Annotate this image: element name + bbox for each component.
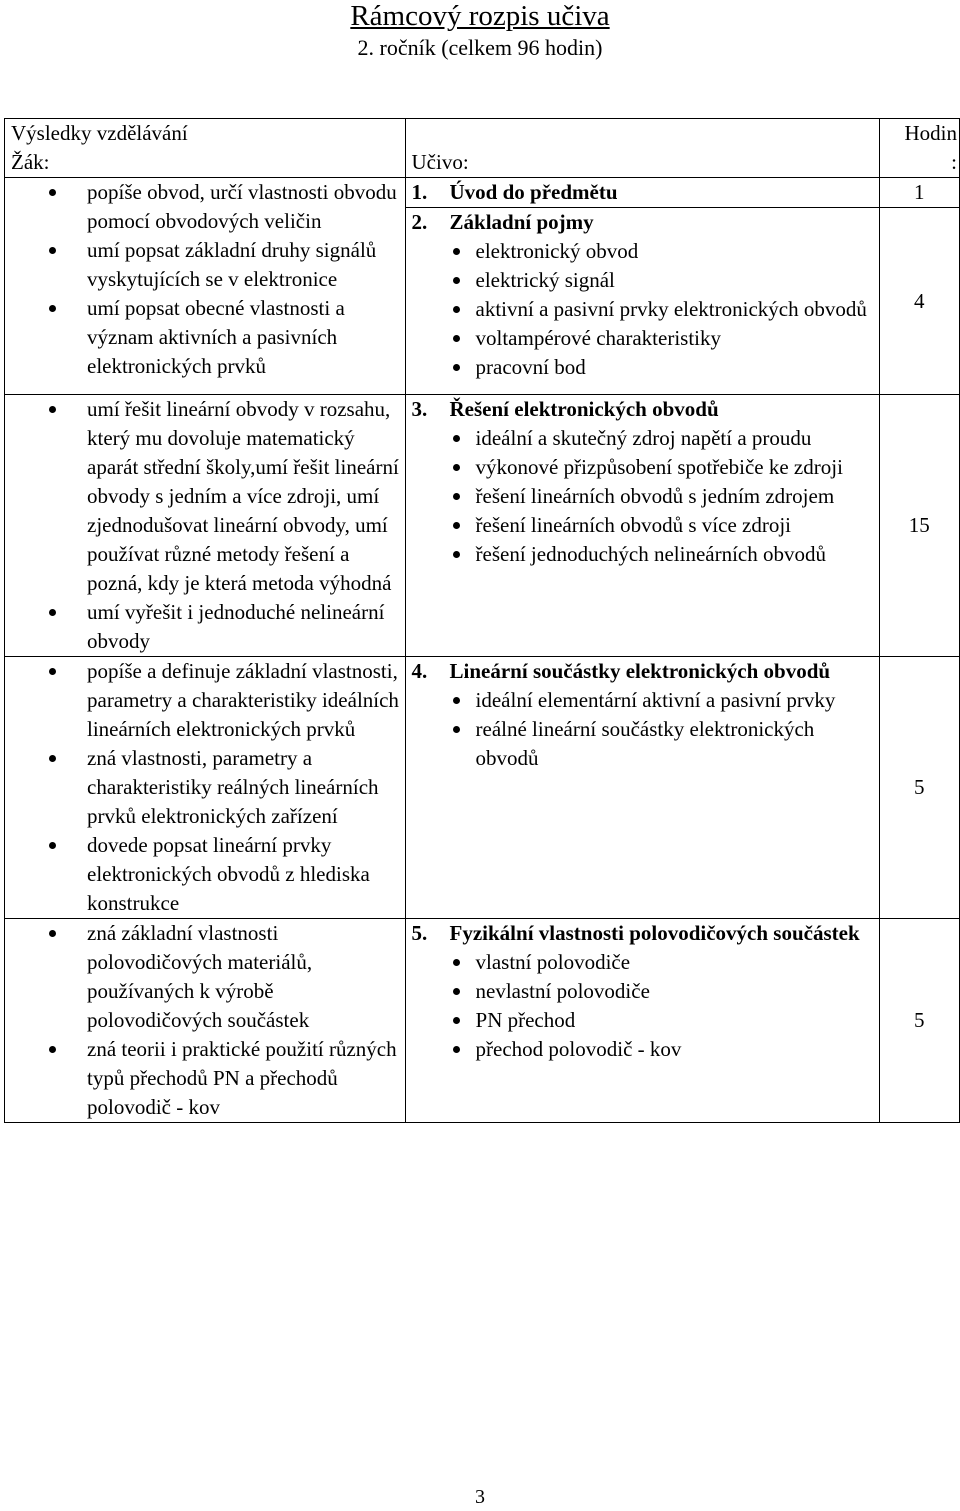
table-row [5,919,960,1123]
list-item: zná základní vlastnosti polovodičových materiálů, používaných k výrobě polovodičových součástek [11,919,401,1035]
list-item: elektronický obvod [412,237,875,266]
header-hodin: Hodin [904,121,957,145]
ucivo-list [412,424,875,569]
section-number: 5. [411,921,428,945]
header-zak: Žák: [11,150,50,174]
table-row [5,657,960,919]
page-number: 3 [475,1486,485,1508]
list-item: ideální a skutečný zdroj napětí a proudu [412,424,875,453]
section-heading [412,178,875,207]
section-heading [412,208,875,237]
section-title: Úvod do předmětu [449,180,618,204]
section-number: 2. [411,210,428,234]
list-item: řešení lineárních obvodů s více zdroji [412,511,875,540]
vysledky-list [11,395,401,656]
ucivo-list [412,237,875,382]
section-number: 1. [411,180,428,204]
section-heading [412,395,875,424]
section-title: Řešení elektronických obvodů [449,397,719,421]
list-item: umí popsat obecné vlastnosti a význam aktivních a pasivních elektronických prvků [11,294,401,381]
list-item: umí popsat základní druhy signálů vyskytujících se v elektronice [11,236,401,294]
ucivo-cell [405,395,879,657]
section-heading [412,657,875,686]
list-item: aktivní a pasivní prvky elektronických obvodů [412,295,875,324]
list-item: PN přechod [412,1006,875,1035]
vysledky-list [11,178,401,381]
header-hodin-colon: : [951,150,957,174]
list-item: přechod polovodič - kov [412,1035,875,1064]
vysledky-cell [5,919,406,1123]
section-number: 4. [411,659,428,683]
section-title: Základní pojmy [449,210,594,234]
list-item: dovede popsat lineární prvky elektronických obvodů z hlediska konstrukce [11,831,401,918]
header-vysledky: Výsledky vzdělávání [11,121,188,145]
table-row [5,178,960,208]
list-item: elektrický signál [412,266,875,295]
list-item: reálné lineární součástky elektronických obvodů [412,715,875,773]
vysledky-list [11,919,401,1122]
hours-cell [879,395,959,657]
page-subtitle: 2. ročník (celkem 96 hodin) [357,35,603,60]
vysledky-cell [5,395,406,657]
header-hodin-cell [879,119,959,178]
header-ucivo: Učivo: [411,150,469,174]
list-item: pracovní bod [412,353,875,382]
header-vysledky-cell [5,119,406,178]
vysledky-list [11,657,401,918]
vysledky-cell [5,178,406,395]
hours-cell [879,178,959,208]
list-item: nevlastní polovodiče [412,977,875,1006]
list-item: řešení lineárních obvodů s jedním zdrojem [412,482,875,511]
table-row [5,395,960,657]
hours-value: 1 [914,180,925,204]
table-header-row [5,119,960,178]
list-item: umí řešit lineární obvody v rozsahu, který mu dovoluje matematický aparát střední školy,umí řešit lineární obvody s jedním a více zdroji, umí zjednodušovat lineární obvody, umí používat různé metody řešení a pozná, kdy je která metoda výhodná [11,395,401,598]
hours-value: 15 [908,513,930,537]
list-item: popíše obvod, určí vlastnosti obvodu pomocí obvodových veličin [11,178,401,236]
header-ucivo-cell [405,119,879,178]
list-item: řešení jednoduchých nelineárních obvodů [412,540,875,569]
curriculum-table [4,118,960,1123]
list-item: popíše a definuje základní vlastnosti, parametry a charakteristiky ideálních lineárních elektronických prvků [11,657,401,744]
ucivo-cell [405,919,879,1123]
list-item: zná vlastnosti, parametry a charakteristiky reálných lineárních prvků elektronických zařízení [11,744,401,831]
hours-cell [879,657,959,919]
hours-value: 4 [914,288,925,313]
section-title: Lineární součástky elektronických obvodů [449,659,831,683]
ucivo-list [412,686,875,773]
vysledky-cell [5,657,406,919]
list-item: vlastní polovodiče [412,948,875,977]
list-item: ideální elementární aktivní a pasivní prvky [412,686,875,715]
ucivo-cell [405,657,879,919]
hours-value: 5 [914,1008,925,1032]
ucivo-cell [405,208,879,395]
list-item: voltampérové charakteristiky [412,324,875,353]
ucivo-cell [405,178,879,208]
page-title: Rámcový rozpis učiva [350,0,610,32]
hours-cell [879,208,959,395]
section-title: Fyzikální vlastnosti polovodičových součástek [449,921,860,945]
ucivo-list [412,948,875,1064]
section-number: 3. [411,397,428,421]
list-item: umí vyřešit i jednoduché nelineární obvody [11,598,401,656]
list-item: výkonové přizpůsobení spotřebiče ke zdroji [412,453,875,482]
section-heading [412,919,875,948]
hours-value: 5 [914,775,925,799]
hours-cell [879,919,959,1123]
list-item: zná teorii i praktické použití různých typů přechodů PN a přechodů polovodič - kov [11,1035,401,1122]
